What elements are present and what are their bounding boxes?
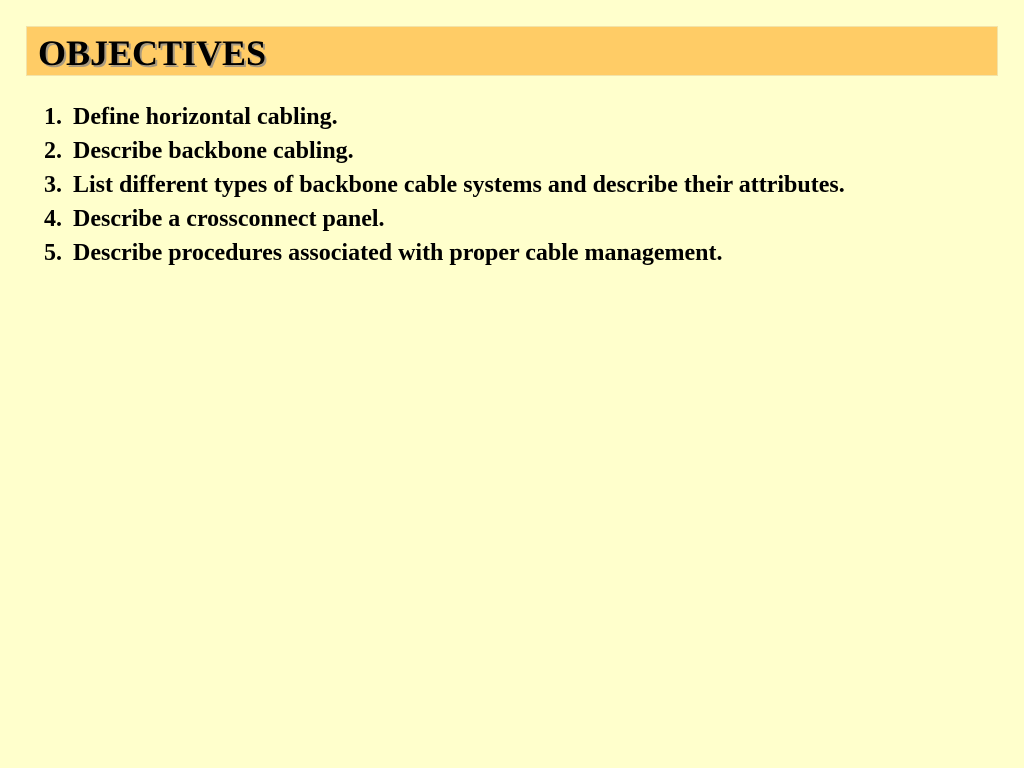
objective-item-4	[44, 202, 974, 236]
objective-item-5	[44, 236, 974, 270]
objective-item-1	[44, 100, 974, 134]
objective-item-3	[44, 168, 974, 202]
objective-number: 1.	[44, 104, 62, 130]
objective-text: Describe a crossconnect panel.	[73, 206, 385, 232]
objective-number: 4.	[44, 206, 62, 232]
objective-number: 3.	[44, 172, 62, 198]
objective-text: List different types of backbone cable systems and describe their attributes.	[73, 172, 845, 198]
title-bar	[26, 26, 998, 76]
objective-number: 2.	[44, 138, 62, 164]
objectives-list	[44, 100, 974, 270]
objective-text: Describe backbone cabling.	[73, 138, 354, 164]
objective-item-2	[44, 134, 974, 168]
slide-title: OBJECTIVES	[38, 33, 267, 73]
objective-number: 5.	[44, 240, 62, 266]
objective-text: Define horizontal cabling.	[73, 104, 338, 130]
objective-text: Describe procedures associated with proper cable management.	[73, 240, 723, 266]
